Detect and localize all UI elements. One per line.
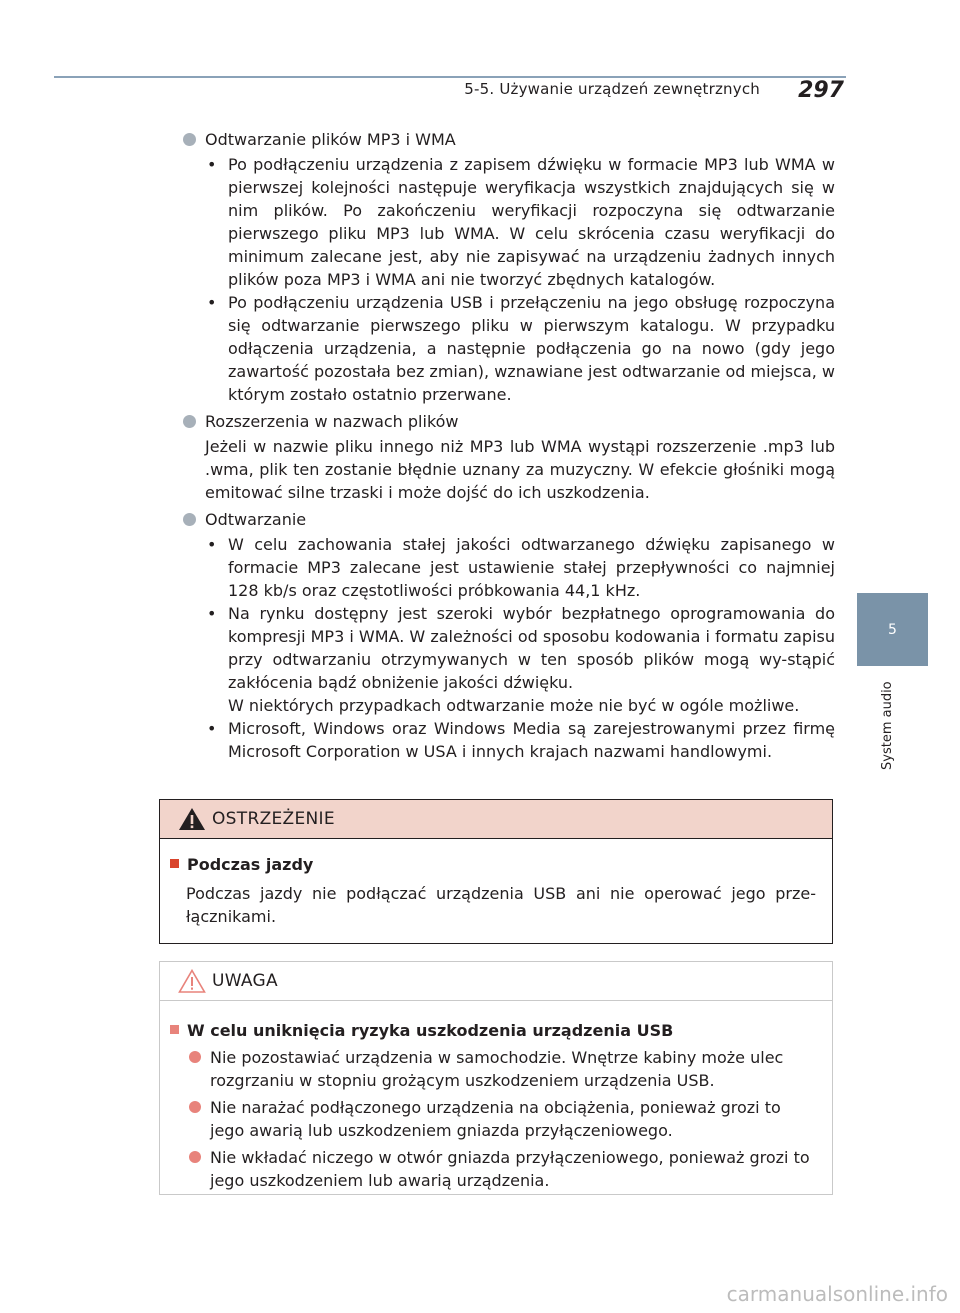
warning-subheading: Podczas jazdy (170, 853, 816, 876)
warning-text: Podczas jazdy nie podłączać urządzenia USB ani nie operować jego prze-łącznikami. (186, 884, 816, 926)
caution-body (160, 1001, 832, 1192)
caution-subheading: W celu uniknięcia ryzyka uszkodzenia urządzenia USB (170, 1019, 816, 1042)
list-item: • Na rynku dostępny jest szeroki wybór bezpłatnego oprogramowania do kompresji MP3 i WMA. W zależności od sposobu kodowania i formatu zapisu przy odtwarzaniu otrzymywanych w ten sposób plików mogą wy-stąpić zakłócenia bądź obniżenie jakości dźwięku. (207, 604, 835, 692)
bullet-icon: • (207, 535, 217, 554)
caution-dot-icon (189, 1101, 201, 1113)
section-heading-playback: Odtwarzanie (183, 508, 835, 531)
bullet-icon: • (207, 293, 217, 312)
warning-header (160, 800, 832, 839)
list-item: • W celu zachowania stałej jakości odtwarzanego dźwięku zapisanego w formacie MP3 zalecane jest ustawienie stałej przepływności co najmniej 128 kb/s oraz częstotliwości próbkowania 44,1 kHz. (207, 535, 835, 600)
list-note: W niektórych przypadkach odtwarzanie może nie być w ogóle możliwe. (228, 696, 800, 715)
page-number: 297 (798, 78, 844, 103)
section-dot-icon (183, 513, 196, 526)
square-bullet-icon (170, 859, 179, 868)
bullet-icon: • (207, 719, 217, 738)
caution-triangle-icon (178, 969, 206, 993)
list-item: Nie narażać podłączonego urządzenia na obciążenia, ponieważ grozi to jego awarią lub uszkodzeniem gniazda przyłączeniowego. (170, 1096, 816, 1142)
list-item: Nie wkładać niczego w otwór gniazda przyłączeniowego, ponieważ grozi to jego uszkodzeniem lub awarią urządzenia. (170, 1146, 816, 1192)
watermark: carmanualsonline.info (726, 1282, 948, 1306)
section-dot-icon (183, 133, 196, 146)
caution-dot-icon (189, 1051, 201, 1063)
bullet-icon: • (207, 604, 217, 623)
square-bullet-icon (170, 1025, 179, 1034)
caution-dot-icon (189, 1151, 201, 1163)
list-item: • Po podłączeniu urządzenia USB i przełączeniu na jego obsługę rozpoczyna się odtwarzanie pierwszego pliku w pierwszym katalogu. W przypadku odłączenia urządzenia, a następnie podłączenia go na nowo (gdy jego zawartość pozostała bez zmian), wznawiane jest odtwarzanie od miejsca, w którym zostało ostatnio przerwane. (207, 293, 835, 404)
list-item: • Po podłączeniu urządzenia z zapisem dźwięku w formacie MP3 lub WMA w pierwszej kolejności następuje weryfikacja wszystkich znajdujących się w nim plików. Po zakończeniu weryfikacji rozpoczyna się odtwarzanie pierwszego pliku MP3 lub WMA. W celu skrócenia czasu weryfikacji do minimum zalecane jest, aby nie zapisywać na urządzeniu żadnych innych plików poza MP3 i WMA ani nie tworzyć zbędnych katalogów. (207, 155, 835, 289)
section-heading-extensions: Rozszerzenia w nazwach plików (183, 410, 835, 433)
caution-box (159, 961, 833, 1195)
caution-title: UWAGA (212, 971, 278, 991)
section-heading-mp3-wma: Odtwarzanie plików MP3 i WMA (183, 128, 835, 151)
header-rule (54, 76, 846, 78)
warning-triangle-icon (178, 807, 206, 831)
list-item: Nie pozostawiać urządzenia w samochodzie. Wnętrze kabiny może ulec rozgrzaniu w stopniu grożącym uszkodzeniem urządzenia USB. (170, 1046, 816, 1092)
chapter-tab[interactable] (857, 593, 928, 666)
warning-title: OSTRZEŻENIE (212, 809, 335, 829)
section-dot-icon (183, 415, 196, 428)
warning-body (160, 839, 832, 928)
chapter-tab-number: 5 (888, 621, 897, 638)
warning-box (159, 799, 833, 944)
paragraph-extensions: Jeżeli w nazwie pliku innego niż MP3 lub WMA wystąpi rozszerzenie .mp3 lub .wma, plik ten zostanie błędnie uznany za muzyczny. W efekcie głośniki mogą emitować silne trzaski i może dojść do ich uszkodzenia. (205, 437, 835, 502)
header-section-title: 5-5. Używanie urządzeń zewnętrznych (464, 80, 760, 98)
list-item: • Microsoft, Windows oraz Windows Media są zarejestrowanymi przez firmę Microsoft Corporation w USA i innych krajach nazwami handlowymi. (207, 719, 835, 761)
bullet-icon: • (207, 155, 217, 174)
caution-header (160, 962, 832, 1001)
chapter-tab-label: System audio (880, 681, 895, 770)
main-content (183, 128, 835, 763)
